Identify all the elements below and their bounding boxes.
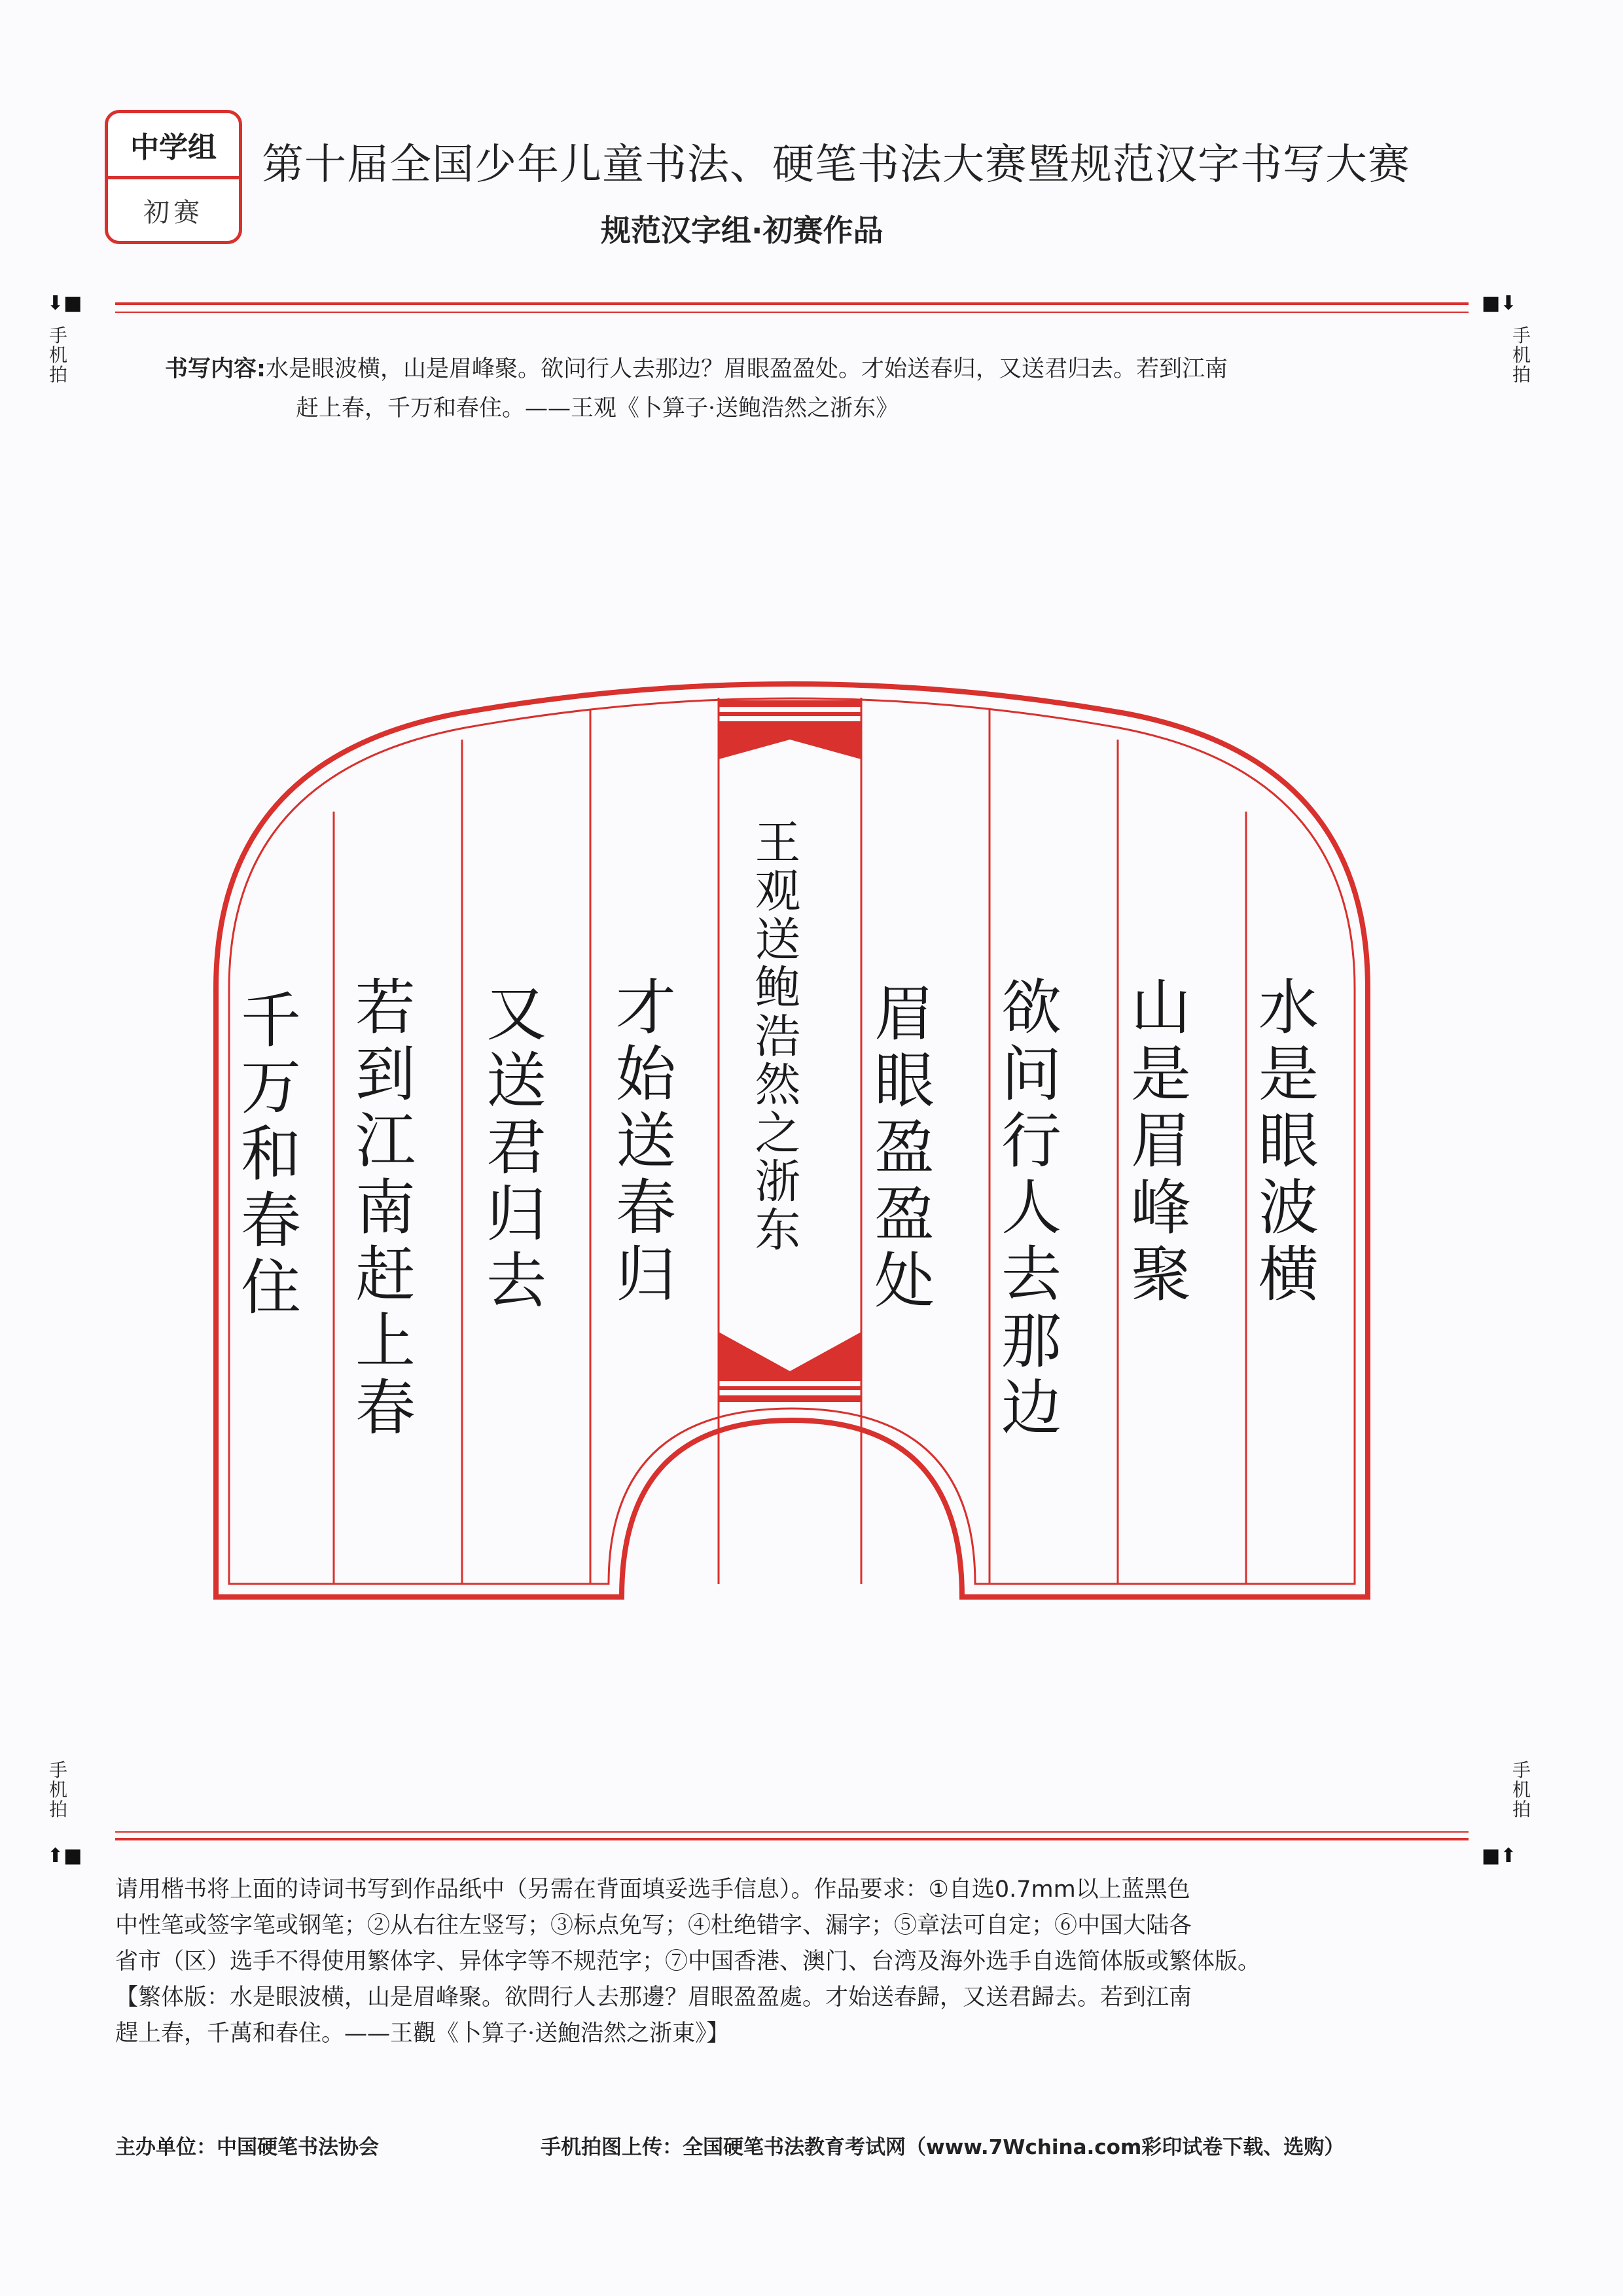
artwork-column-8: 若到江南赶上春: [346, 975, 416, 1443]
bottom-rule-upper: [115, 1831, 1469, 1833]
photo-label-bottom-left: 手机拍: [48, 1759, 67, 1820]
requirements-line-5: 趕上春，千萬和春住。——王觀《卜算子·送鮑浩然之浙東》】: [115, 2020, 730, 2047]
writing-content: [165, 350, 1448, 428]
artwork-column-3: 欲问行人去那边: [991, 975, 1061, 1443]
camera-icon: ■: [1482, 292, 1501, 315]
requirements-line-1: 请用楷书将上面的诗词书写到作品纸中（另需在背面填妥选手信息）。作品要求：①自选0.7mm以上蓝黑色: [115, 1876, 1190, 1903]
camera-icon: ■: [63, 292, 82, 315]
photo-label-top-left: 手机拍: [48, 325, 67, 386]
bottom-rule-lower: [115, 1838, 1469, 1840]
camera-icon: ■: [1482, 1844, 1501, 1867]
photo-marker-top-left: ⬇■: [47, 292, 82, 315]
group-badge: [105, 110, 242, 244]
requirements-text: [115, 1872, 1496, 2052]
artwork-column-6: 才始送春归: [606, 975, 676, 1309]
requirements-line-3: 省市（区）选手不得使用繁体字、异体字等不规范字；⑦中国香港、澳门、台湾及海外选手自选简体版或繁体版。: [115, 1948, 1261, 1975]
artwork-title-column: 王观送鲍浩然之浙东: [747, 818, 801, 1254]
upload-text: 手机拍图上传：全国硬笔书法教育考试网（www.7Wchina.com彩印试卷下载、选购）: [541, 2136, 1345, 2159]
organizer-text: 主办单位：中国硬笔书法协会: [115, 2136, 379, 2159]
content-line-1: 水是眼波横，山是眉峰聚。欲问行人去那边？眉眼盈盈处。才始送春归，又送君归去。若到江南: [266, 356, 1228, 382]
top-rule-lower: [115, 312, 1469, 313]
artwork-column-4: 眉眼盈盈处: [865, 982, 935, 1316]
requirements-line-2: 中性笔或签字笔或钢笔；②从右往左竖写；③标点免写；④杜绝错字、漏字；⑤章法可自定；⑥中国大陆各: [115, 1912, 1192, 1939]
artwork-column-9: 千万和春住: [231, 988, 301, 1322]
photo-marker-top-right: ■⬇: [1482, 292, 1517, 315]
requirements-line-4: 【繁体版：水是眼波横，山是眉峰聚。欲問行人去那邊？眉眼盈盈處。才始送春歸，又送君歸去。若到江南: [115, 1984, 1192, 2011]
top-rule-upper: [115, 302, 1469, 305]
page-subtitle: 规范汉字组·初赛作品: [601, 213, 883, 248]
badge-round-label: 初赛: [143, 197, 204, 228]
page-title: 第十届全国少年儿童书法、硬笔书法大赛暨规范汉字书写大赛: [262, 141, 1410, 189]
photo-marker-bottom-right: ■⬆: [1482, 1844, 1517, 1867]
photo-label-bottom-right: 手机拍: [1512, 1759, 1531, 1820]
camera-icon: ■: [63, 1844, 82, 1867]
artwork-column-1: 水是眼波横: [1249, 975, 1319, 1309]
badge-group-label: 中学组: [108, 113, 239, 179]
artwork-column-7: 又送君归去: [476, 982, 546, 1316]
artwork-column-2: 山是眉峰聚: [1121, 975, 1191, 1309]
photo-label-top-right: 手机拍: [1512, 325, 1531, 386]
content-line-2: 赶上春，千万和春住。——王观《卜算子·送鲍浩然之浙东》: [296, 395, 899, 422]
photo-marker-bottom-left: ⬆■: [47, 1844, 82, 1867]
content-label: 书写内容:: [165, 356, 266, 382]
